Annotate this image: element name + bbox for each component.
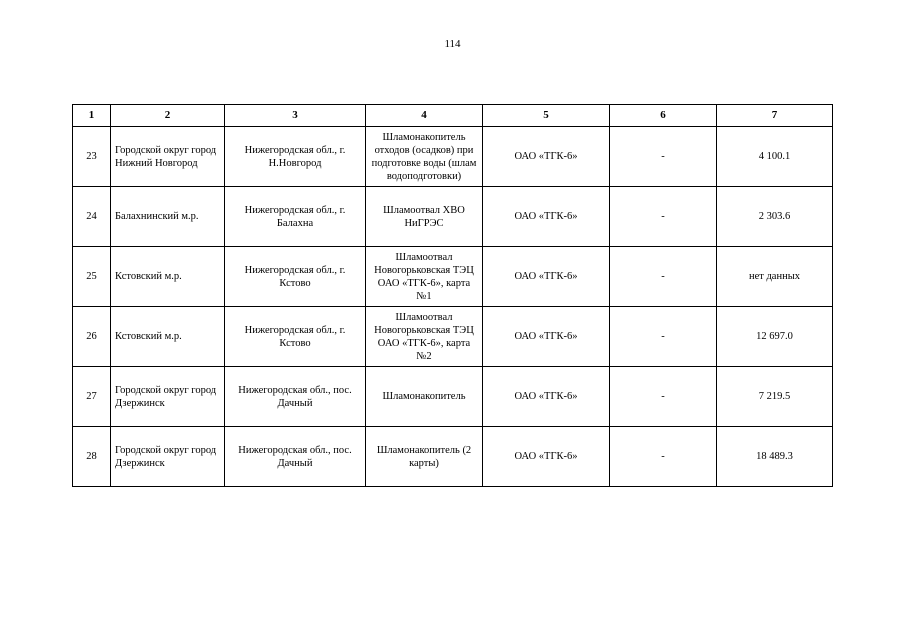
header-col-4: 4 <box>366 105 483 127</box>
table-row <box>73 187 833 247</box>
table-row <box>73 247 833 307</box>
header-col-7: 7 <box>717 105 833 127</box>
page-number: 114 <box>444 38 461 50</box>
owner-cell: ОАО «ТГК-6» <box>483 307 610 367</box>
owner-cell: ОАО «ТГК-6» <box>483 427 610 487</box>
header-col-1: 1 <box>73 105 111 127</box>
header-col-2: 2 <box>111 105 225 127</box>
object-cell: Шламоотвал Новогорьковская ТЭЦ ОАО «ТГК-6», карта №1 <box>366 247 483 307</box>
row-number: 27 <box>73 367 111 427</box>
location-cell: Нижегородская обл., г. Кстово <box>225 247 366 307</box>
row-number: 26 <box>73 307 111 367</box>
district-cell: Кстовский м.р. <box>111 307 225 367</box>
row-number: 23 <box>73 127 111 187</box>
location-cell: Нижегородская обл., г. Кстово <box>225 307 366 367</box>
object-cell: Шламоотвал ХВО НиГРЭС <box>366 187 483 247</box>
district-cell: Городской округ город Нижний Новгород <box>111 127 225 187</box>
owner-cell: ОАО «ТГК-6» <box>483 127 610 187</box>
header-col-5: 5 <box>483 105 610 127</box>
owner-cell: ОАО «ТГК-6» <box>483 247 610 307</box>
location-cell: Нижегородская обл., г. Балахна <box>225 187 366 247</box>
header-col-6: 6 <box>610 105 717 127</box>
amount-cell: 12 697.0 <box>717 307 833 367</box>
amount-cell: 4 100.1 <box>717 127 833 187</box>
object-cell: Шламонакопитель <box>366 367 483 427</box>
column-6-cell: - <box>610 247 717 307</box>
column-6-cell: - <box>610 127 717 187</box>
amount-cell: 2 303.6 <box>717 187 833 247</box>
location-cell: Нижегородская обл., пос. Дачный <box>225 427 366 487</box>
row-number: 24 <box>73 187 111 247</box>
object-cell: Шламонакопитель отходов (осадков) при подготовке воды (шлам водоподготовки) <box>366 127 483 187</box>
amount-cell: 7 219.5 <box>717 367 833 427</box>
object-cell: Шламоотвал Новогорьковская ТЭЦ ОАО «ТГК-6», карта №2 <box>366 307 483 367</box>
column-6-cell: - <box>610 427 717 487</box>
waste-sites-table <box>72 104 833 487</box>
district-cell: Городской округ город Дзержинск <box>111 427 225 487</box>
table-row <box>73 307 833 367</box>
column-6-cell: - <box>610 367 717 427</box>
district-cell: Балахнинский м.р. <box>111 187 225 247</box>
district-cell: Кстовский м.р. <box>111 247 225 307</box>
amount-cell: 18 489.3 <box>717 427 833 487</box>
row-number: 25 <box>73 247 111 307</box>
table-row <box>73 127 833 187</box>
object-cell: Шламонакопитель (2 карты) <box>366 427 483 487</box>
row-number: 28 <box>73 427 111 487</box>
location-cell: Нижегородская обл., пос. Дачный <box>225 367 366 427</box>
table-header-row <box>73 105 833 127</box>
amount-cell: нет данных <box>717 247 833 307</box>
column-6-cell: - <box>610 187 717 247</box>
district-cell: Городской округ город Дзержинск <box>111 367 225 427</box>
header-col-3: 3 <box>225 105 366 127</box>
owner-cell: ОАО «ТГК-6» <box>483 367 610 427</box>
table-row <box>73 427 833 487</box>
column-6-cell: - <box>610 307 717 367</box>
table-row <box>73 367 833 427</box>
owner-cell: ОАО «ТГК-6» <box>483 187 610 247</box>
location-cell: Нижегородская обл., г. Н.Новгород <box>225 127 366 187</box>
